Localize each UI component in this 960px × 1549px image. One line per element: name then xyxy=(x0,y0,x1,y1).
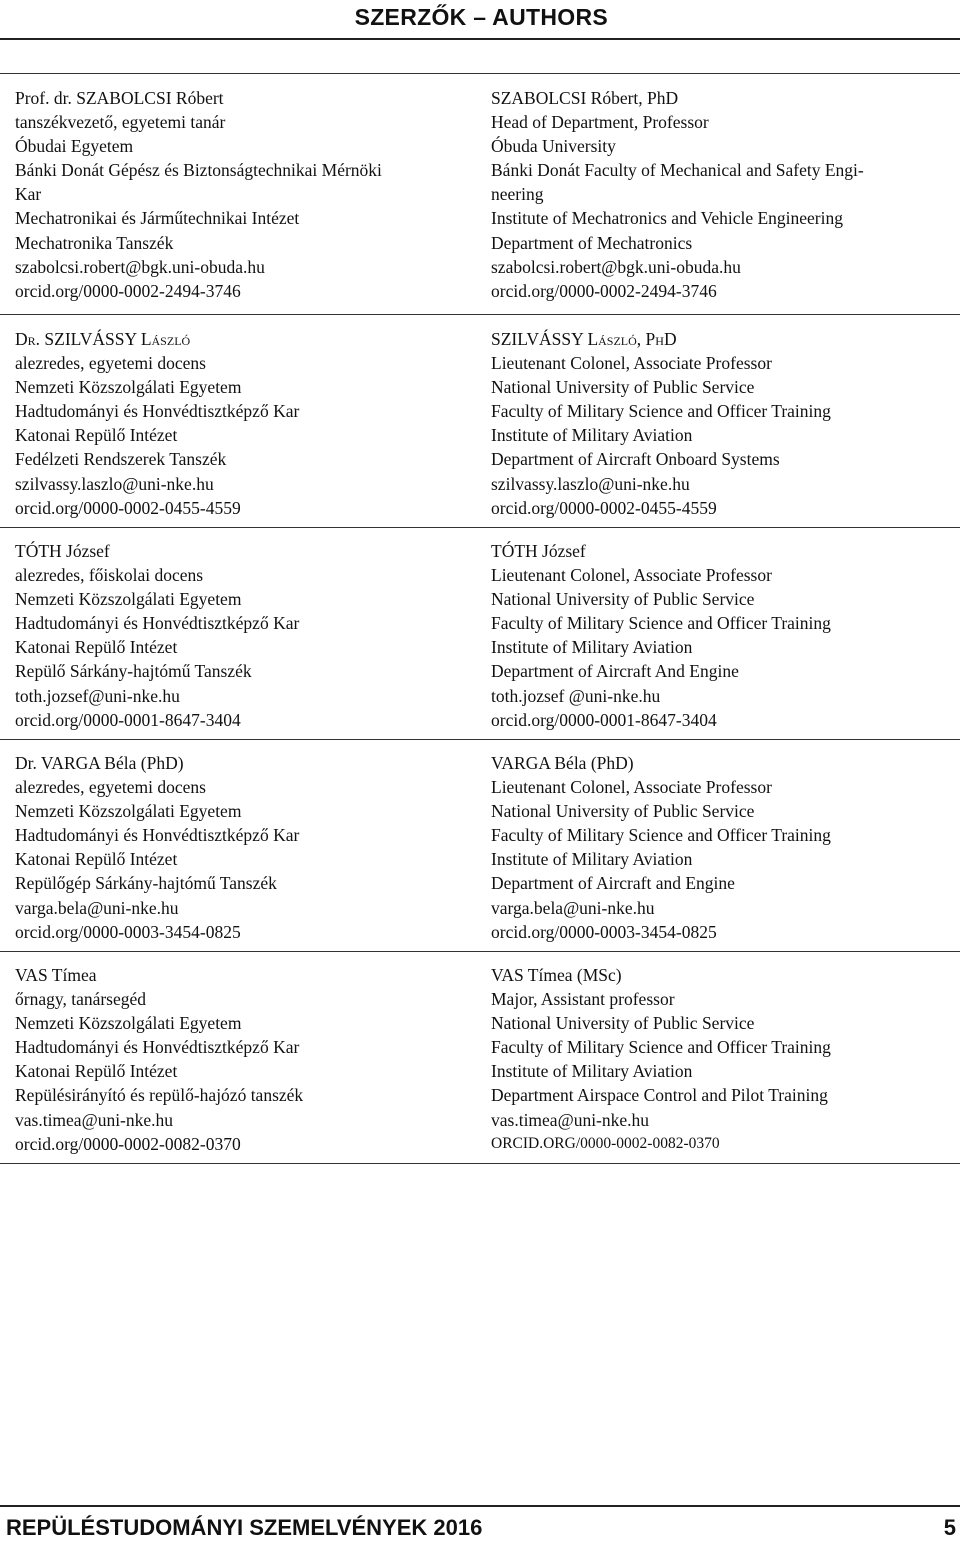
author-institute: Institute of Mechatronics and Vehicle Engineering xyxy=(491,208,843,229)
author-english-column xyxy=(491,86,941,303)
author-faculty: Bánki Donát Gépész és Biztonságtechnikai Mérnöki xyxy=(15,160,382,181)
author-position: Major, Assistant professor xyxy=(491,989,675,1010)
author-name: SZILVÁSSY László, PhD xyxy=(491,329,677,349)
author-name: TÓTH József xyxy=(15,541,110,561)
author-faculty: Hadtudományi és Honvédtisztképző Kar xyxy=(15,825,300,846)
author-institute: Institute of Military Aviation xyxy=(491,1061,693,1082)
author-position: alezredes, főiskolai docens xyxy=(15,565,204,586)
entry-divider xyxy=(0,739,960,740)
author-position: tanszékvezető, egyetemi tanár xyxy=(15,112,226,133)
author-name: Dr. SZILVÁSSY László xyxy=(15,329,191,349)
author-list xyxy=(0,86,960,1175)
author-english-column xyxy=(491,751,941,944)
entry-divider xyxy=(0,527,960,528)
author-entry-vas xyxy=(0,963,960,1175)
author-email: szilvassy.laszlo@uni-nke.hu xyxy=(491,473,690,494)
author-entry-szabolcsi xyxy=(0,86,960,327)
author-orcid: orcid.org/0000-0002-0455-4559 xyxy=(491,497,717,518)
author-orcid: orcid.org/0000-0002-2494-3746 xyxy=(15,280,241,301)
author-university: Nemzeti Közszolgálati Egyetem xyxy=(15,1013,242,1034)
header-divider xyxy=(0,38,960,40)
author-orcid: ORCID.ORG/0000-0002-0082-0370 xyxy=(491,1134,720,1152)
author-faculty-cont: neering xyxy=(491,184,544,205)
author-orcid: orcid.org/0000-0003-3454-0825 xyxy=(15,921,241,942)
page-number: 5 xyxy=(943,1515,956,1540)
author-department: Repülő Sárkány-hajtómű Tanszék xyxy=(15,661,252,682)
author-university: Nemzeti Közszolgálati Egyetem xyxy=(15,801,242,822)
author-faculty: Bánki Donát Faculty of Mechanical and Safety Engi- xyxy=(491,160,864,181)
author-orcid: orcid.org/0000-0001-8647-3404 xyxy=(491,709,717,730)
author-email: szabolcsi.robert@bgk.uni-obuda.hu xyxy=(491,256,741,277)
author-email: varga.bela@uni-nke.hu xyxy=(491,897,655,918)
author-position: őrnagy, tanársegéd xyxy=(15,989,147,1010)
author-institute: Institute of Military Aviation xyxy=(491,849,693,870)
author-hungarian-column xyxy=(15,963,465,1156)
author-english-column xyxy=(491,963,941,1156)
footer-divider xyxy=(0,1505,960,1507)
author-institute: Katonai Repülő Intézet xyxy=(15,849,178,870)
author-university: National University of Public Service xyxy=(491,589,755,610)
author-hungarian-column xyxy=(15,327,465,520)
author-department: Fedélzeti Rendszerek Tanszék xyxy=(15,449,227,470)
author-entry-szilvassy xyxy=(0,327,960,539)
author-orcid: orcid.org/0000-0002-0082-0370 xyxy=(15,1133,241,1154)
author-position: alezredes, egyetemi docens xyxy=(15,353,206,374)
section-title: SZERZŐK – AUTHORS xyxy=(354,4,608,30)
author-english-column xyxy=(491,539,941,732)
page-header xyxy=(0,0,960,40)
author-position: Head of Department, Professor xyxy=(491,112,709,133)
author-hungarian-column xyxy=(15,751,465,944)
author-faculty: Faculty of Military Science and Officer Training xyxy=(491,825,831,846)
author-email: vas.timea@uni-nke.hu xyxy=(15,1109,174,1130)
author-orcid: orcid.org/0000-0001-8647-3404 xyxy=(15,709,241,730)
page-footer xyxy=(0,1505,960,1549)
author-entry-toth xyxy=(0,539,960,751)
author-institute: Mechatronikai és Járműtechnikai Intézet xyxy=(15,208,300,229)
author-entry-varga xyxy=(0,751,960,963)
author-orcid: orcid.org/0000-0002-0455-4559 xyxy=(15,497,241,518)
entry-divider xyxy=(0,951,960,952)
author-department: Department of Aircraft Onboard Systems xyxy=(491,449,780,470)
author-faculty-cont: Kar xyxy=(15,184,42,205)
author-faculty: Faculty of Military Science and Officer Training xyxy=(491,1037,831,1058)
author-email: vas.timea@uni-nke.hu xyxy=(491,1109,650,1130)
author-institute: Katonai Repülő Intézet xyxy=(15,425,178,446)
author-name: Prof. dr. SZABOLCSI Róbert xyxy=(15,88,224,108)
author-institute: Katonai Repülő Intézet xyxy=(15,637,178,658)
author-institute: Katonai Repülő Intézet xyxy=(15,1061,178,1082)
author-hungarian-column xyxy=(15,539,465,732)
author-university: National University of Public Service xyxy=(491,377,755,398)
author-email: szilvassy.laszlo@uni-nke.hu xyxy=(15,473,214,494)
author-name: TÓTH József xyxy=(491,541,586,561)
author-department: Mechatronika Tanszék xyxy=(15,232,174,253)
author-email: toth.jozsef @uni-nke.hu xyxy=(491,685,661,706)
author-faculty: Faculty of Military Science and Officer Training xyxy=(491,401,831,422)
author-name: VAS Tímea xyxy=(15,965,97,985)
entry-divider xyxy=(0,314,960,315)
entry-divider xyxy=(0,1163,960,1164)
author-name: Dr. VARGA Béla (PhD) xyxy=(15,753,184,773)
author-department: Department Airspace Control and Pilot Training xyxy=(491,1085,828,1106)
journal-title: REPÜLÉSTUDOMÁNYI SZEMELVÉNYEK 2016 xyxy=(6,1515,483,1540)
author-email: varga.bela@uni-nke.hu xyxy=(15,897,179,918)
author-faculty: Faculty of Military Science and Officer Training xyxy=(491,613,831,634)
author-department: Repülésirányító és repülő-hajózó tanszék xyxy=(15,1085,304,1106)
author-name: SZABOLCSI Róbert, PhD xyxy=(491,88,679,108)
author-name: VARGA Béla (PhD) xyxy=(491,753,634,773)
author-university: Óbuda University xyxy=(491,136,616,157)
author-department: Department of Aircraft and Engine xyxy=(491,873,735,894)
author-hungarian-column xyxy=(15,86,465,303)
author-university: National University of Public Service xyxy=(491,801,755,822)
author-orcid: orcid.org/0000-0003-3454-0825 xyxy=(491,921,717,942)
author-university: Óbudai Egyetem xyxy=(15,136,134,157)
author-name: VAS Tímea (MSc) xyxy=(491,965,622,985)
author-orcid: orcid.org/0000-0002-2494-3746 xyxy=(491,280,717,301)
author-position: Lieutenant Colonel, Associate Professor xyxy=(491,777,772,798)
author-institute: Institute of Military Aviation xyxy=(491,637,693,658)
author-faculty: Hadtudományi és Honvédtisztképző Kar xyxy=(15,1037,300,1058)
author-faculty: Hadtudományi és Honvédtisztképző Kar xyxy=(15,613,300,634)
author-english-column xyxy=(491,327,941,520)
author-department: Repülőgép Sárkány-hajtómű Tanszék xyxy=(15,873,277,894)
author-department: Department of Aircraft And Engine xyxy=(491,661,739,682)
author-email: toth.jozsef@uni-nke.hu xyxy=(15,685,180,706)
author-email: szabolcsi.robert@bgk.uni-obuda.hu xyxy=(15,256,265,277)
author-university: Nemzeti Közszolgálati Egyetem xyxy=(15,589,242,610)
author-position: alezredes, egyetemi docens xyxy=(15,777,206,798)
author-university: Nemzeti Közszolgálati Egyetem xyxy=(15,377,242,398)
author-position: Lieutenant Colonel, Associate Professor xyxy=(491,353,772,374)
table-top-divider xyxy=(0,73,960,74)
author-department: Department of Mechatronics xyxy=(491,232,693,253)
author-position: Lieutenant Colonel, Associate Professor xyxy=(491,565,772,586)
author-university: National University of Public Service xyxy=(491,1013,755,1034)
author-institute: Institute of Military Aviation xyxy=(491,425,693,446)
author-faculty: Hadtudományi és Honvédtisztképző Kar xyxy=(15,401,300,422)
